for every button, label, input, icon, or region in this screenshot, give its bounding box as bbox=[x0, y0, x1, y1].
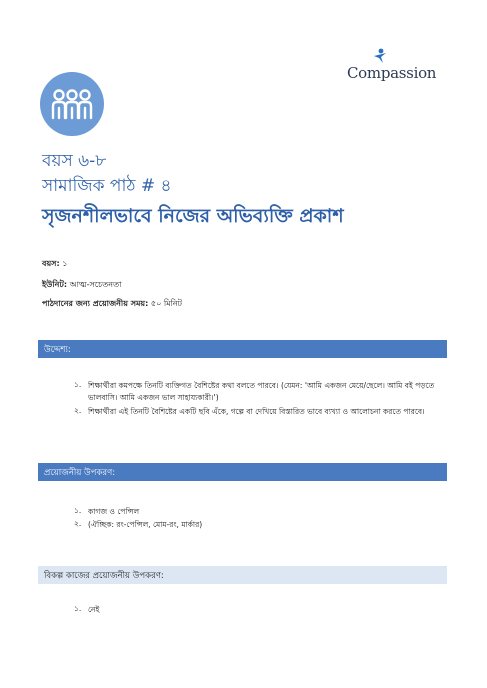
objectives-heading: উদ্দেশ্য: bbox=[44, 345, 71, 355]
children-group-icon bbox=[40, 72, 104, 136]
list-item-number: ১. bbox=[74, 506, 82, 515]
meta-time bbox=[42, 298, 182, 311]
list-item-text: শিক্ষার্থীরা কমপক্ষে তিনটি ব্যক্তিগত বৈশিষ্টের কথা বলতে পারবে। (যেমন: 'আমি একজন মেয়ে/ছেলে। আমি বই পড়তে ভালবাসি। আমি একজন ভাল সাহায্যকারী।') bbox=[88, 381, 435, 402]
meta-age-value: ১ bbox=[62, 259, 68, 268]
compassion-logo bbox=[347, 48, 443, 84]
meta-unit-label: ইউনিট: bbox=[42, 280, 68, 289]
list-item-number: ২. bbox=[74, 519, 82, 528]
meta-age bbox=[42, 258, 67, 271]
age-group-badge bbox=[40, 72, 104, 136]
meta-unit bbox=[42, 279, 121, 292]
list-item-number: ১. bbox=[74, 380, 82, 389]
list-item-text: (ঐচ্ছিক: রং-পেন্সিল, মোম-রং, মার্কার) bbox=[88, 520, 203, 529]
meta-age-label: বয়স: bbox=[42, 259, 60, 268]
alt-materials-section-header bbox=[38, 566, 447, 584]
logo-wordmark: Compassion bbox=[347, 64, 437, 82]
meta-unit-value: আত্ম-সচেতনতা bbox=[69, 280, 122, 289]
list-item-text: কাগজ ও পেন্সিল bbox=[88, 507, 140, 516]
list-item-text: শিক্ষার্থীরা এই তিনটি বৈশিষ্টের একটি ছবি এঁকে, গল্পে বা দেখিয়ে বিস্তারিত ভাবে ব্যখ্যা ও আলোচনা করতে পারবে। bbox=[88, 407, 425, 416]
list-item-number: ১. bbox=[74, 604, 82, 613]
age-range-heading: বয়স ৬-৮ bbox=[42, 151, 107, 171]
list-item-number: ২. bbox=[74, 406, 82, 415]
list-item-text: নেই bbox=[88, 605, 100, 614]
logo-figure-icon bbox=[373, 48, 387, 64]
lesson-number-heading: সামাজিক পাঠ # ৪ bbox=[42, 176, 172, 196]
meta-time-value: ৫০ মিনিট bbox=[150, 299, 182, 308]
materials-heading: প্রয়োজনীয় উপকরণ: bbox=[44, 468, 116, 478]
page-title: সৃজনশীলভাবে নিজের অভিব্যক্তি প্রকাশ bbox=[42, 205, 344, 227]
materials-section-header bbox=[38, 463, 447, 481]
objectives-section-header bbox=[38, 340, 447, 358]
alt-materials-heading: বিকল্প কাজের প্রয়োজনীয় উপকরণ: bbox=[44, 571, 164, 581]
meta-time-label: পাঠদানের জন্য প্রয়োজনীয় সময়: bbox=[42, 299, 149, 308]
